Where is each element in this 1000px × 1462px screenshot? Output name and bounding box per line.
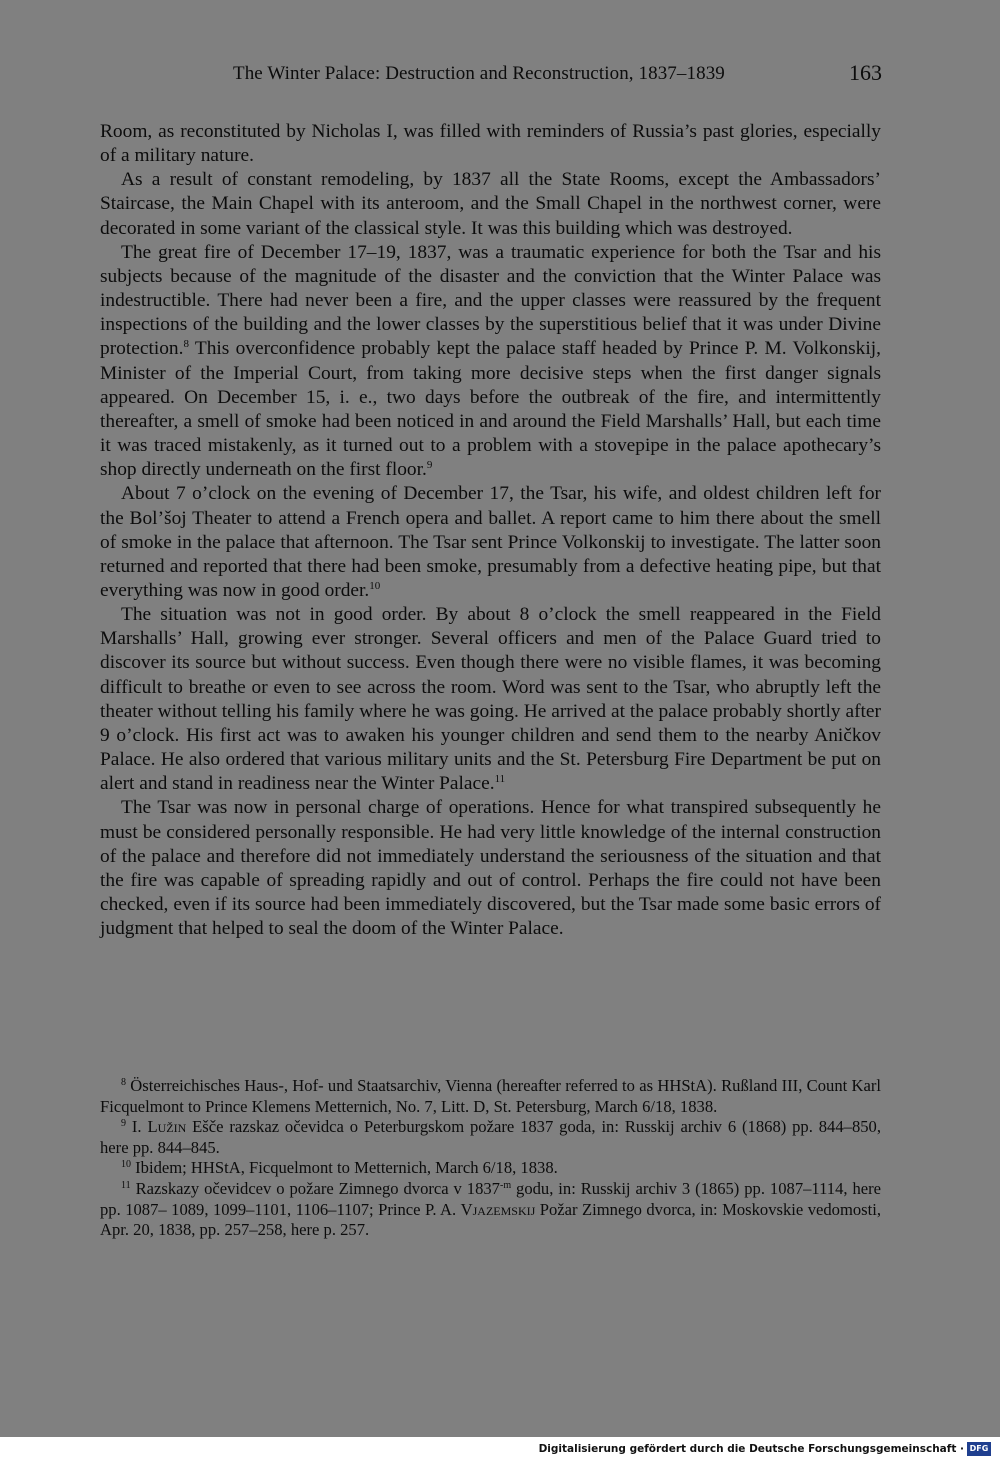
digitization-footer — [0, 1437, 1000, 1462]
page-number: 163 — [849, 60, 882, 85]
footnote-8-text: Österreichisches Haus-, Hof- und Staatsarchiv, Vienna (hereafter referred to as HHStA). Rußland III, Count Karl Ficquelmont to Prince Klemens Metternich, No. 7, Litt. D, St. Petersburg, March 6/18, 1838. — [100, 1076, 881, 1116]
footnote-8 — [100, 1076, 881, 1117]
footnotes — [100, 1076, 881, 1241]
paragraph-3-text-a: The great fire of December 17–19, 1837, was a traumatic experience for both the Tsar and his subjects because of the magnitude of the disaster and the conviction that the Winter Palace was indestructible. There had never been a fire, and the upper classes were reassured by the frequent inspections of the building and the lower classes by the superstitious belief that it was under Divine protection. — [100, 241, 881, 360]
paragraph-6 — [100, 796, 881, 941]
footnote-9-prefix: I. — [126, 1117, 148, 1137]
paragraph-2 — [100, 168, 881, 240]
footnote-11-author: Vjazemskij — [460, 1199, 536, 1219]
footnote-10-number: 10 — [121, 1159, 131, 1171]
footnote-11 — [100, 1179, 881, 1241]
footnote-9-number: 9 — [121, 1118, 126, 1130]
running-title: The Winter Palace: Destruction and Reconstruction, 1837–1839 — [233, 63, 725, 84]
paragraph-4-text: About 7 o’clock on the evening of December 17, the Tsar, his wife, and oldest children left for the Bol’šoj Theater to attend a French opera and ballet. A report came to him there about the smell of smoke in the palace that afternoon. The Tsar sent Prince Volkonskij to investigate. The latter soon returned and reported that there had been smoke, presumably from a defective heating pipe, but that everything was now in good order. — [100, 483, 881, 601]
paragraph-1-text: Room, as reconstituted by Nicholas I, was filled with reminders of Russia’s past glories, especially of a military nature. — [100, 121, 881, 167]
paragraph-3-text-b: This overconfidence probably kept the palace staff headed by Prince P. M. Volkonskij, Minister of the Imperial Court, from taking more decisive steps when the first danger signals appeared. On December 15, i. e., two days before the outbreak of the fire, and intermittently thereafter, a smell of smoke had been noticed in and around the Field Marshalls’ Hall, but each time it was traced mistakenly, as it turned out to a problem with a stovepipe in the palace apothecary’s shop directly underneath on the first floor. — [100, 338, 881, 481]
footnote-11-ordinal: -m — [499, 1179, 512, 1191]
running-head — [100, 62, 882, 92]
dfg-logo[interactable]: DFG — [967, 1442, 991, 1456]
footnote-9-author: Lužin — [147, 1117, 187, 1137]
footnote-11-text-c: Požar Zimnego dvorca, in: Moskovskie vedomosti, Apr. 20, 1838, pp. 257–258, here p. 257. — [100, 1199, 881, 1240]
footnote-ref-9[interactable]: 9 — [426, 459, 433, 472]
paragraph-5 — [100, 603, 881, 796]
body-text — [100, 120, 881, 941]
footnote-8-number: 8 — [121, 1077, 126, 1088]
footnote-11-text-b: godu, in: Russkij archiv 3 (1865) pp. 1087–1114, here pp. 1087– 1089, 1099–1101, 1106–1107; Prince P. A. — [100, 1178, 881, 1219]
footnote-ref-11[interactable]: 11 — [494, 773, 506, 786]
footnote-11-number: 11 — [121, 1179, 131, 1191]
dfg-credit: Digitalisierung gefördert durch die Deutsche Forschungsgemeinschaft · — [538, 1443, 964, 1455]
footnote-10-text: Ibidem; HHStA, Ficquelmont to Metternich, March 6/18, 1838. — [131, 1158, 558, 1178]
footnote-9 — [100, 1117, 881, 1158]
paragraph-4 — [100, 482, 881, 603]
footnote-ref-10[interactable]: 10 — [369, 579, 381, 592]
footnote-11-text-a: Razskazy očevidcev o požare Zimnego dvorca v 1837 — [130, 1178, 500, 1198]
paragraph-1 — [100, 120, 881, 168]
paragraph-6-text: The Tsar was now in personal charge of operations. Hence for what transpired subsequently he must be considered personally responsible. He had very little knowledge of the internal construction of the palace and therefore did not immediately understand the seriousness of the situation and that the fire was capable of spreading rapidly and out of control. Perhaps the fire could not have been checked, even if its source had been immediately discovered, but the Tsar made some basic errors of judgment that helped to seal the doom of the Winter Palace. — [100, 797, 881, 940]
paragraph-2-text: As a result of constant remodeling, by 1837 all the State Rooms, except the Ambassadors’ Staircase, the Main Chapel with its anteroom, and the Small Chapel in the northwest corner, were decorated in some variant of the classical style. It was this building which was destroyed. — [100, 169, 881, 239]
paragraph-5-text: The situation was not in good order. By about 8 o’clock the smell reappeared in the Field Marshalls’ Hall, growing ever stronger. Several officers and men of the Palace Guard tried to discover its source but without success. Even though there were no visible flames, it was becoming difficult to breathe or even to see across the room. Word was sent to the Tsar, who abruptly left the theater without telling his family where he was going. He arrived at the palace probably shortly after 9 o’clock. His first act was to awaken his younger children and send them to the nearby Aničkov Palace. He also ordered that various military units and the St. Petersburg Fire Department be put on alert and stand in readiness near the Winter Palace. — [100, 604, 881, 795]
footnote-ref-8[interactable]: 8 — [183, 338, 189, 351]
paragraph-3 — [100, 241, 881, 483]
footnote-10 — [100, 1158, 881, 1179]
footnote-9-text: Ešče razskaz očevidca o Peterburgskom požare 1837 goda, in: Russkij archiv 6 (1868) pp. 844–850, here pp. 844–845. — [100, 1117, 881, 1157]
